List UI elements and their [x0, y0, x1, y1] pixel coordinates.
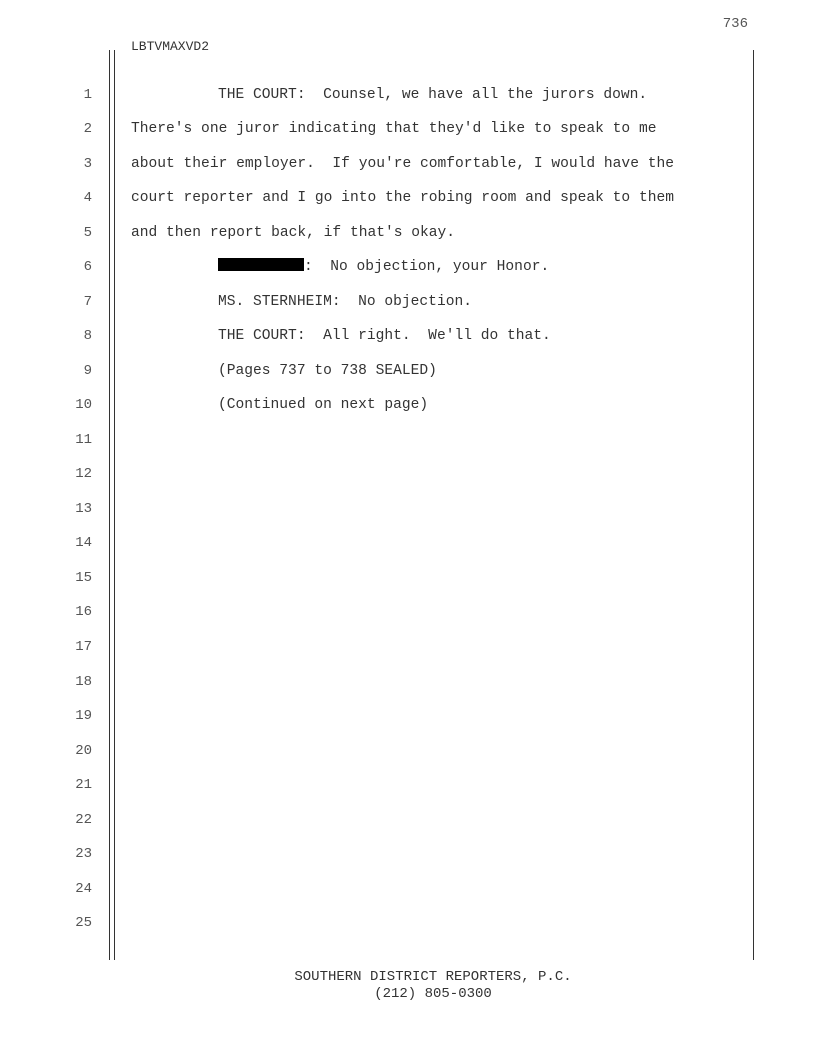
transcript-line: THE COURT: All right. We'll do that. [218, 328, 551, 344]
line-number: 7 [83, 294, 92, 310]
line-number: 20 [75, 743, 92, 759]
line-number: 8 [83, 328, 92, 344]
transcript-line: THE COURT: Counsel, we have all the jurors down. [218, 87, 648, 103]
line-number: 25 [75, 915, 92, 931]
case-id: LBTVMAXVD2 [131, 39, 210, 54]
page-number: 736 [722, 16, 748, 32]
left-margin-rule [114, 50, 115, 960]
transcript-line: court reporter and I go into the robing room and speak to them [131, 190, 674, 206]
line-number: 5 [83, 225, 92, 241]
line-number: 23 [75, 846, 92, 862]
left-margin-rule [109, 50, 110, 960]
page-footer [0, 969, 816, 1003]
line-number: 11 [75, 432, 92, 448]
line-number: 17 [75, 639, 92, 655]
line-number: 10 [75, 397, 92, 413]
transcript-line: and then report back, if that's okay. [131, 225, 456, 241]
line-number: 1 [83, 87, 92, 103]
transcript-line [131, 258, 549, 276]
line-number: 6 [83, 259, 92, 275]
line-number: 21 [75, 777, 92, 793]
reporter-phone: (212) 805-0300 [374, 986, 492, 1002]
line-number: 14 [75, 535, 92, 551]
line-number: 18 [75, 674, 92, 690]
transcript-line: about their employer. If you're comfortable, I would have the [131, 156, 674, 172]
line-number: 22 [75, 812, 92, 828]
right-margin-rule [753, 50, 754, 960]
transcript-line: There's one juror indicating that they'd like to speak to me [131, 121, 657, 137]
speaker-statement: : No objection, your Honor. [304, 259, 550, 275]
redaction-bar [218, 258, 304, 271]
line-number: 3 [83, 156, 92, 172]
line-number: 24 [75, 881, 92, 897]
line-number: 9 [83, 363, 92, 379]
transcript-line: MS. STERNHEIM: No objection. [218, 294, 472, 310]
line-number: 16 [75, 604, 92, 620]
line-number: 12 [75, 466, 92, 482]
transcript-line: (Continued on next page) [218, 397, 429, 413]
reporter-name: SOUTHERN DISTRICT REPORTERS, P.C. [294, 969, 572, 985]
line-number: 4 [83, 190, 92, 206]
line-number: 2 [83, 121, 92, 137]
line-number: 15 [75, 570, 92, 586]
line-number: 13 [75, 501, 92, 517]
line-number: 19 [75, 708, 92, 724]
transcript-line: (Pages 737 to 738 SEALED) [218, 363, 437, 379]
